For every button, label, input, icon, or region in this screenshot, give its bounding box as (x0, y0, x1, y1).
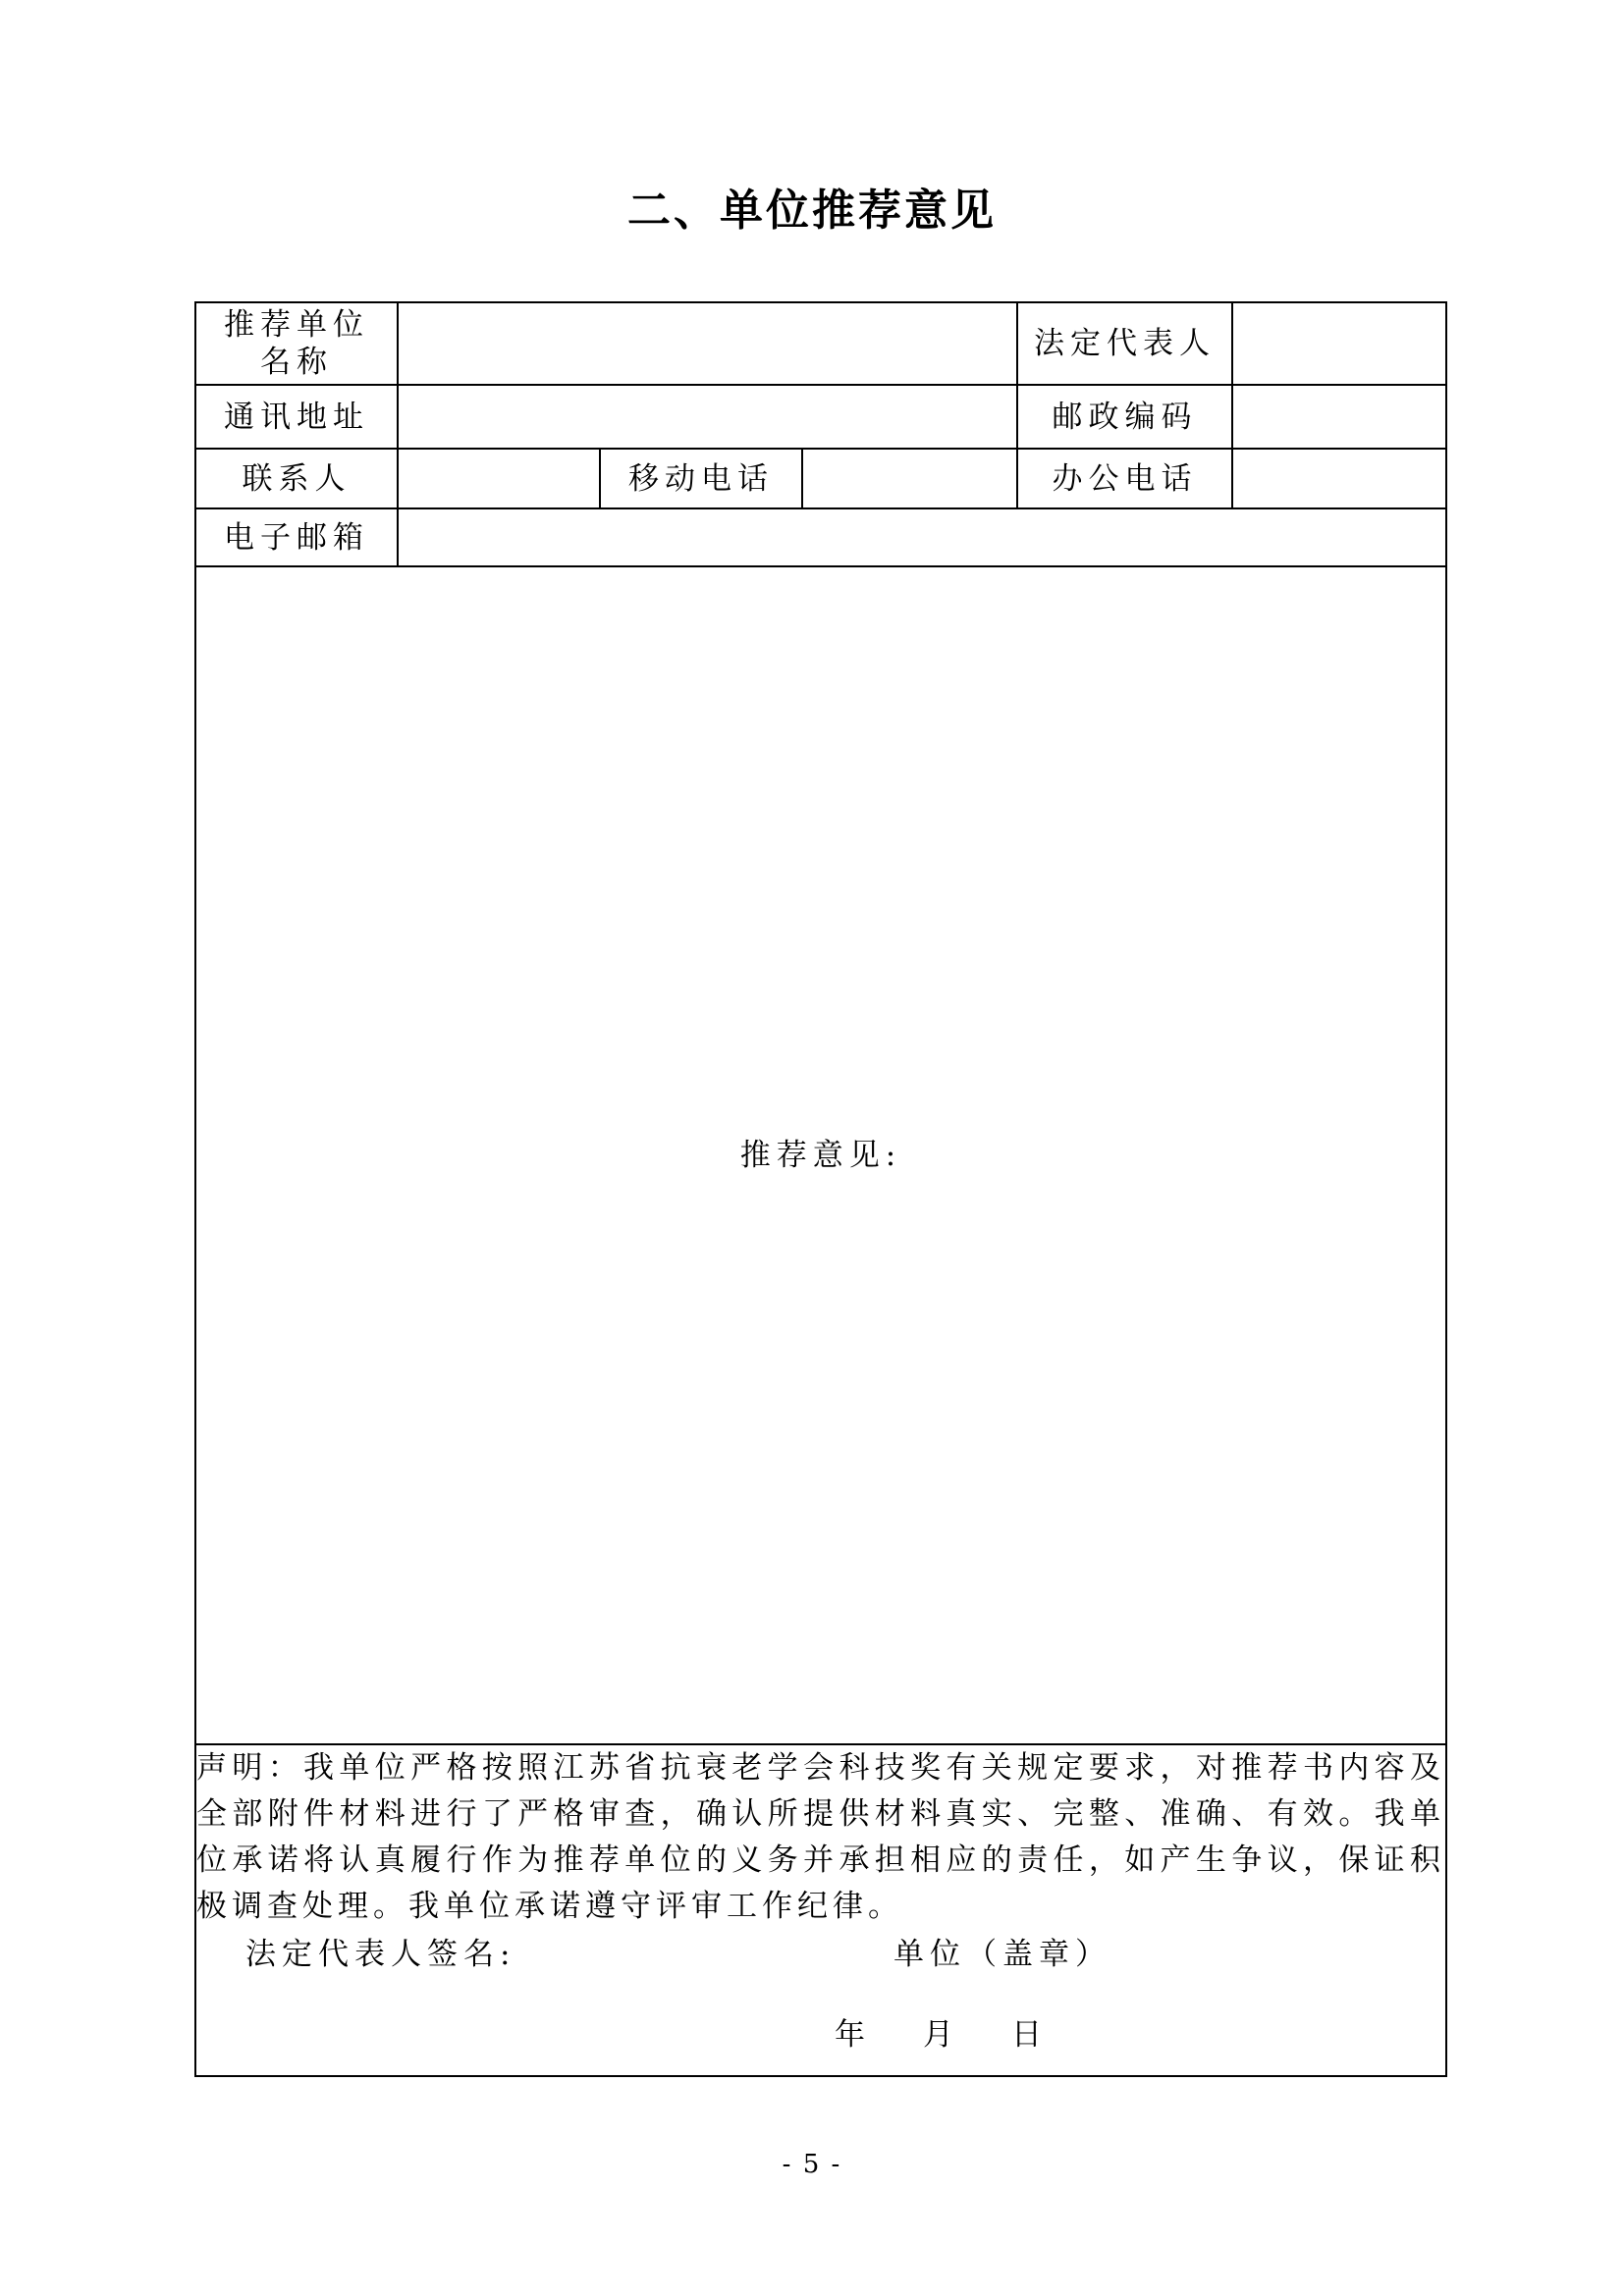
month-label: 月 (923, 2017, 959, 2053)
recommendation-form (194, 301, 1447, 2077)
office-phone-field[interactable] (1232, 449, 1446, 508)
page-title: 二、单位推荐意见 (627, 186, 997, 236)
opinion-label: 推荐意见: (739, 1138, 902, 1173)
signature-label: 法定代表人签名: (245, 1937, 516, 1972)
email-label: 电子邮箱 (195, 508, 398, 566)
page-number: - 5 - (782, 2150, 842, 2179)
legal-rep-field[interactable] (1232, 302, 1446, 385)
address-label: 通讯地址 (195, 385, 398, 449)
legal-rep-label: 法定代表人 (1017, 302, 1232, 385)
unit-name-field[interactable] (398, 302, 1017, 385)
mobile-field[interactable] (802, 449, 1017, 508)
declaration-text: 声明：我单位严格按照江苏省抗衰老学会科技奖有关规定要求，对推荐书内容及全部附件材料进行了严格审查，确认所提供材料真实、完整、准确、有效。我单位承诺将认真履行作为推荐单位的义务并承担相应的责任，如产生争议，保证积极调查处理。我单位承诺遵守评审工作纪律。 (196, 1750, 1446, 1924)
contact-field[interactable] (398, 449, 600, 508)
year-label: 年 (835, 2017, 871, 2053)
office-phone-label: 办公电话 (1017, 449, 1232, 508)
email-field[interactable] (398, 508, 1446, 566)
opinion-area[interactable] (195, 566, 1446, 1744)
declaration-section (195, 1744, 1446, 2076)
postcode-label: 邮政编码 (1017, 385, 1232, 449)
mobile-label: 移动电话 (600, 449, 802, 508)
day-label: 日 (1011, 2017, 1048, 2053)
postcode-field[interactable] (1232, 385, 1446, 449)
seal-label: 单位（盖章） (893, 1937, 1111, 1972)
contact-label: 联系人 (195, 449, 398, 508)
unit-name-label: 推荐单位名称 (195, 302, 398, 385)
address-field[interactable] (398, 385, 1017, 449)
date-line (196, 2016, 1445, 2075)
